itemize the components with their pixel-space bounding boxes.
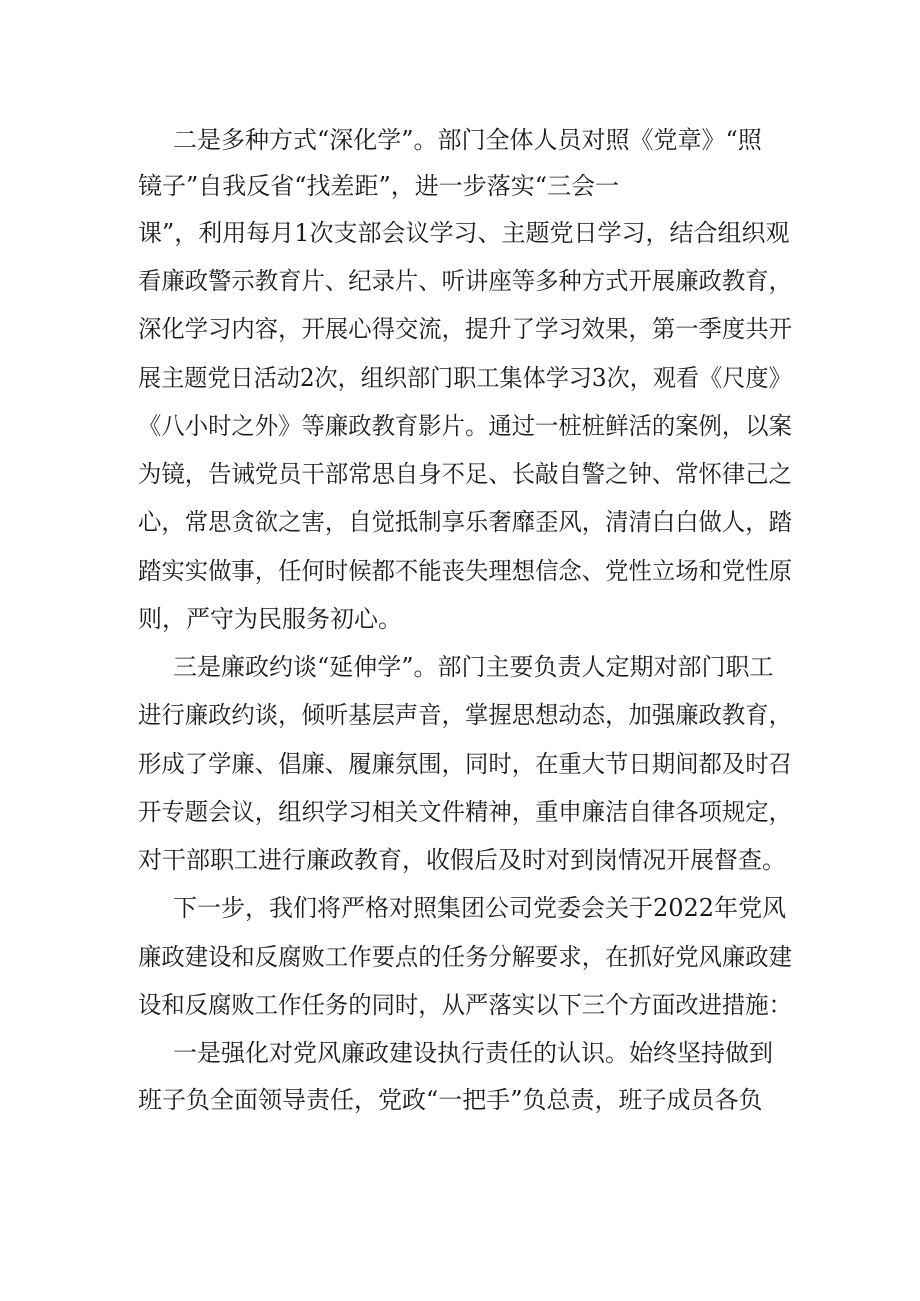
text-line-2: 镜子”自我反省“找差距”，进一步落实“三会一	[138, 172, 620, 200]
text-line-13: 进行廉政约谈，倾听基层声音，掌握思想动态，加强廉政教育，	[138, 701, 792, 729]
text-line-7: 《八小时之外》等廉政教育影片。通过一桩桩鲜活的案例，以案	[138, 412, 792, 440]
text-line-6: 展主题党日活动2次，组织部门职工集体学习3次，观看《尺度》	[138, 364, 792, 392]
text-line-4: 看廉政警示教育片、纪录片、听讲座等多种方式开展廉政教育，	[138, 267, 792, 295]
text-line-3: 课”，利用每月1次支部会议学习、主题党日学习，结合组织观	[138, 219, 790, 247]
text-line-14: 形成了学廉、倡廉、履廉氛围，同时，在重大节日期间都及时召	[138, 750, 792, 778]
text-line-21: 班子负全面领导责任，党政“一把手”负总责，班子成员各负	[138, 1086, 763, 1114]
text-line-19: 设和反腐败工作任务的同时，从严落实以下三个方面改进措施：	[138, 991, 792, 1019]
text-line-12: 三是廉政约谈“延伸学”。部门主要负责人定期对部门职工	[173, 653, 774, 681]
text-line-5: 深化学习内容，开展心得交流，提升了学习效果，第一季度共开	[138, 315, 792, 343]
text-line-20: 一是强化对党风廉政建设执行责任的认识。始终坚持做到	[173, 1039, 773, 1067]
text-line-17: 下一步，我们将严格对照集团公司党委会关于2022年党风	[173, 894, 787, 922]
text-line-11: 则，严守为民服务初心。	[138, 605, 402, 633]
text-line-8: 为镜，告诫党员干部常思自身不足、长敲自警之钟、常怀律己之	[138, 460, 792, 488]
text-line-16: 对干部职工进行廉政教育，收假后及时对到岗情况开展督查。	[138, 846, 786, 874]
text-line-10: 踏实实做事，任何时候都不能丧失理想信念、党性立场和党性原	[138, 557, 792, 585]
text-line-15: 开专题会议，组织学习相关文件精神，重申廉洁自律各项规定，	[138, 798, 792, 826]
text-line-1: 二是多种方式“深化学”。部门全体人员对照《党章》“照	[173, 126, 762, 154]
text-line-9: 心，常思贪欲之害，自觉抵制享乐奢靡歪风，清清白白做人，踏	[138, 508, 792, 536]
text-line-18: 廉政建设和反腐败工作要点的任务分解要求，在抓好党风廉政建	[138, 943, 792, 971]
